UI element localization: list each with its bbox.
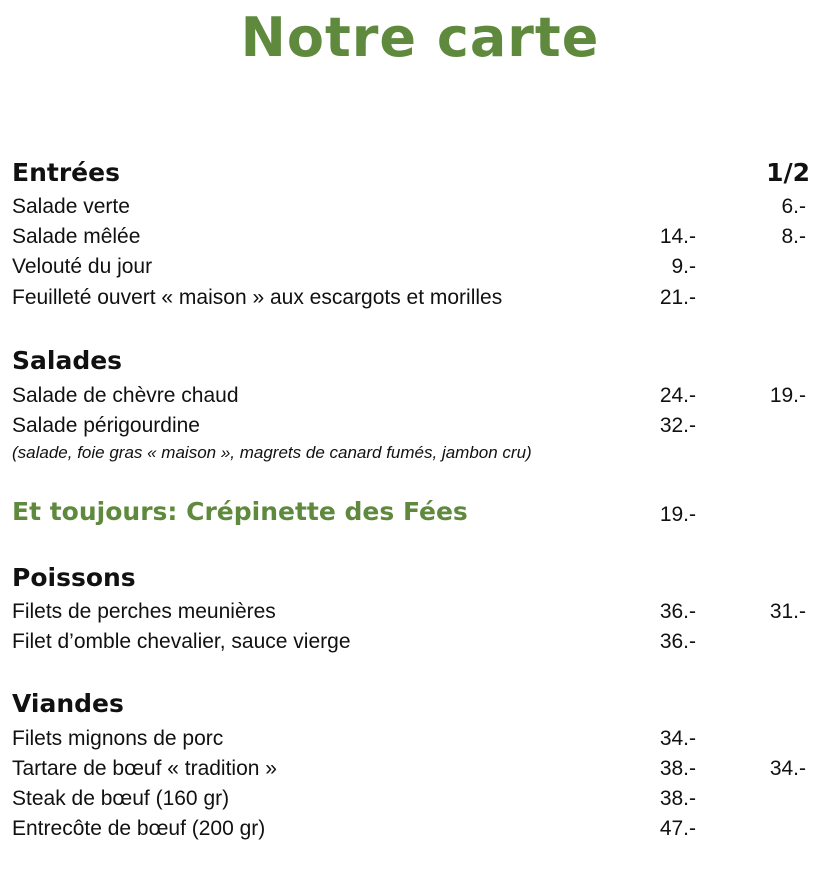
menu-item-name: Salade verte xyxy=(12,195,130,218)
menu-item xyxy=(12,253,812,281)
menu-item-name: Steak de bœuf (160 gr) xyxy=(12,787,230,810)
menu-item-price: 9.- xyxy=(671,255,696,278)
special-dish-price: 19.- xyxy=(659,503,696,526)
menu-item xyxy=(12,598,812,626)
menu-item-name: Velouté du jour xyxy=(12,255,153,278)
menu-item-half-price: 6.- xyxy=(781,195,806,218)
menu-item-half-price: 34.- xyxy=(769,757,806,780)
menu-item-price: 24.- xyxy=(659,384,696,407)
menu-item-name: Feuilleté ouvert « maison » aux escargots et morilles xyxy=(12,286,503,309)
menu-item-name: Filets de perches meunières xyxy=(12,600,276,623)
menu-item-price: 34.- xyxy=(659,727,696,750)
menu-item-price: 21.- xyxy=(659,286,696,309)
menu-item xyxy=(12,412,812,440)
menu-item-name: Tartare de bœuf « tradition » xyxy=(12,757,277,780)
section-heading-salades: Salades xyxy=(12,346,123,375)
half-portion-heading: 1/2 xyxy=(766,158,810,187)
special-dish-label: Et toujours: Crépinette des Fées xyxy=(12,497,468,526)
menu-item-price: 32.- xyxy=(659,414,696,437)
menu-item-price: 38.- xyxy=(659,787,696,810)
section-heading-entrees: Entrées xyxy=(12,158,120,187)
menu-item-description: (salade, foie gras « maison », magrets de canard fumés, jambon cru) xyxy=(12,443,532,462)
menu-item xyxy=(12,382,812,410)
page-title: Notre carte xyxy=(240,6,600,69)
menu-item xyxy=(12,815,812,843)
menu-item xyxy=(12,284,812,312)
menu-item-half-price: 19.- xyxy=(769,384,806,407)
menu-item-price: 36.- xyxy=(659,600,696,623)
section-heading-viandes: Viandes xyxy=(12,689,124,718)
menu-item-price: 47.- xyxy=(659,817,696,840)
menu-item-name: Salade de chèvre chaud xyxy=(12,384,239,407)
menu-item-price: 14.- xyxy=(659,225,696,248)
menu-item-half-price: 31.- xyxy=(769,600,806,623)
menu-item xyxy=(12,628,812,656)
menu-item xyxy=(12,223,812,251)
menu-item xyxy=(12,785,812,813)
menu-item-name: Salade périgourdine xyxy=(12,414,200,437)
section-heading-poissons: Poissons xyxy=(12,563,136,592)
menu-item-name: Filets mignons de porc xyxy=(12,727,224,750)
menu-item-name: Filet d’omble chevalier, sauce vierge xyxy=(12,630,351,653)
menu-item xyxy=(12,193,812,221)
menu-item-price: 38.- xyxy=(659,757,696,780)
menu-item xyxy=(12,755,812,783)
menu-item-name: Salade mêlée xyxy=(12,225,141,248)
menu-item xyxy=(12,725,812,753)
menu-item-name: Entrecôte de bœuf (200 gr) xyxy=(12,817,266,840)
menu-item-price: 36.- xyxy=(659,630,696,653)
menu-item-half-price: 8.- xyxy=(781,225,806,248)
